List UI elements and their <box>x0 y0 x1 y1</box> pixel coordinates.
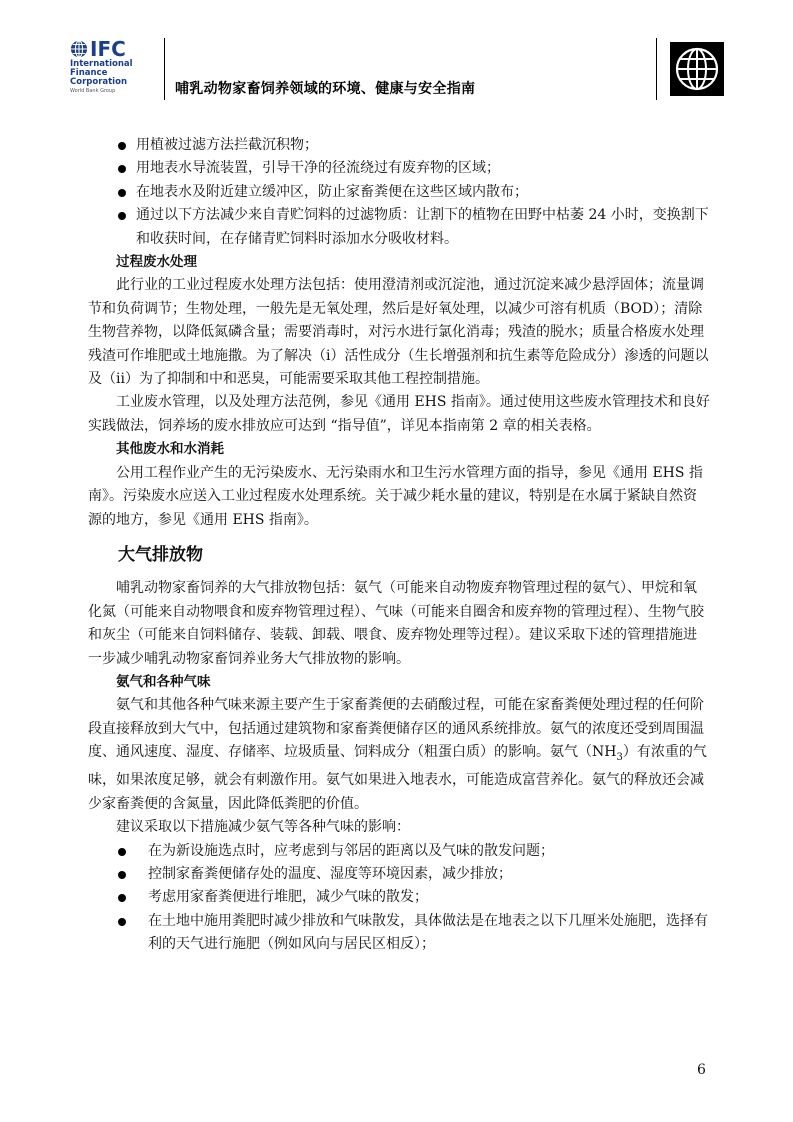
ifc-logo <box>70 37 160 110</box>
list-item: 考虑用家畜粪便进行堆肥，减少气味的散发； <box>116 886 710 909</box>
ammonia-measures-intro: 建议采取以下措施减少氨气等各种气味的影响： <box>116 819 410 836</box>
air-emissions-title: 大气排放物 <box>118 544 203 565</box>
bullet-icon <box>118 142 126 150</box>
page-header <box>0 0 793 110</box>
bullet-icon <box>118 848 126 856</box>
world-bank-logo <box>670 42 724 96</box>
process-wastewater-paragraph: 此行业的工业过程废水处理方法包括：使用澄清剂或沉淀池，通过沉淀来减少悬浮固体；流量调节和负荷调节；生物处理，一般先是无氧处理，然后是好氧处理，以减少可溶有机质（BOD）；清除生物营养物，以降低氮磷含量；需要消毒时，对污水进行氯化消毒；残渣的脱水；质量合格废水处理残渣可作堆肥或土地施撒。为了解决（i）活性成分（生长增强剂和抗生素等危险成分）渗透的问题以及（ii）为了抑制和中和恶臭，可能需要采取其他工程控制措施。 <box>88 277 709 388</box>
air-emissions-paragraph: 哺乳动物家畜饲养的大气排放物包括：氨气（可能来自动物废弃物管理过程的氨气）、甲烷和氧化氮（可能来自动物喂食和废弃物管理过程）、气味（可能来自圈舍和废弃物的管理过程）、生物气胶和灰尘（可能来自饲料储存、装载、卸载、喂食、废弃物处理等过程）。建议采取下述的管理措施进一步减少哺乳动物家畜饲养业务大气排放物的影响。 <box>88 580 704 667</box>
globe-icon <box>70 40 88 58</box>
ifc-logo-subtitle: International Finance Corporation <box>70 59 133 87</box>
bullet-icon <box>118 894 126 902</box>
ifc-logo-wbg: World Bank Group <box>70 88 116 94</box>
process-wastewater-paragraph-2: 工业废水管理，以及处理方法范例，参见《通用 EHS 指南》。通过使用这些废水管理技术和良好实践做法，饲养场的废水排放应可达到 “指导值”，详见本指南第 2 章的相关表格。 <box>88 394 710 434</box>
ammonia-paragraph: 氨气和其他各种气味来源主要产生于家畜粪便的去硝酸过程，可能在家畜粪便处理过程的任何阶段直接释放到大气中，包括通过建筑物和家畜粪便储存区的通风系统排放。氨气的浓度还受到周围温度、通风速度、湿度、存储率、垃圾质量、饲料成分（粗蛋白质）的影响。氨气$(NH_3)$有浓重的气味，如果浓度足够，就会有刺激作用。氨气如果进入地表水，可能造成富营养化。氨气的释放还会减少家畜粪便的含氮量，因此降低粪肥的价值。 <box>88 697 707 812</box>
process-wastewater-heading: 过程废水处理 <box>116 254 197 271</box>
list-item: 用植被过滤方法拦截沉积物； <box>116 134 710 157</box>
list-item: 在地表水及附近建立缓冲区，防止家畜粪便在这些区域内散布； <box>116 181 710 204</box>
list-item: 在为新设施选点时，应考虑到与邻居的距离以及气味的散发问题； <box>116 840 710 863</box>
bullet-icon <box>118 871 126 879</box>
other-wastewater-paragraph: 公用工程作业产生的无污染废水、无污染雨水和卫生污水管理方面的指导，参见《通用 EHS 指南》。污染废水应送入工业过程废水处理系统。关于减少耗水量的建议，特别是在水属于紧缺自然资源的地方，参见《通用 EHS 指南》。 <box>88 464 703 528</box>
ammonia-odor-heading: 氨气和各种气味 <box>116 673 211 690</box>
other-wastewater-heading: 其他废水和水消耗 <box>116 441 224 458</box>
header-title: 哺乳动物家畜饲养领域的环境、健康与安全指南 <box>175 81 476 97</box>
bullet-icon <box>118 918 126 926</box>
list-item: 用地表水导流装置，引导干净的径流绕过有废弃物的区域； <box>116 157 710 180</box>
bullet-icon <box>118 165 126 173</box>
header-divider-right <box>656 38 657 100</box>
list-item: 在土地中施用粪肥时减少排放和气味散发，具体做法是在地表之以下几厘米处施肥，选择有利的天气进行施肥（例如风向与居民区相反）； <box>116 910 710 957</box>
ifc-logo-text: IFC <box>90 37 126 61</box>
page-content <box>88 134 710 957</box>
header-divider-left <box>164 38 165 100</box>
list-item: 通过以下方法减少来自青贮饲料的过滤物质：让割下的植物在田野中枯萎 24 小时，变换割下和收获时间，在存储青贮饲料时添加水分吸收材料。 <box>116 204 710 251</box>
page-number: 6 <box>697 1062 706 1078</box>
list-item: 控制家畜粪便储存处的温度、湿度等环境因素，减少排放； <box>116 863 710 886</box>
bullet-icon <box>118 212 126 220</box>
bullet-icon <box>118 189 126 197</box>
